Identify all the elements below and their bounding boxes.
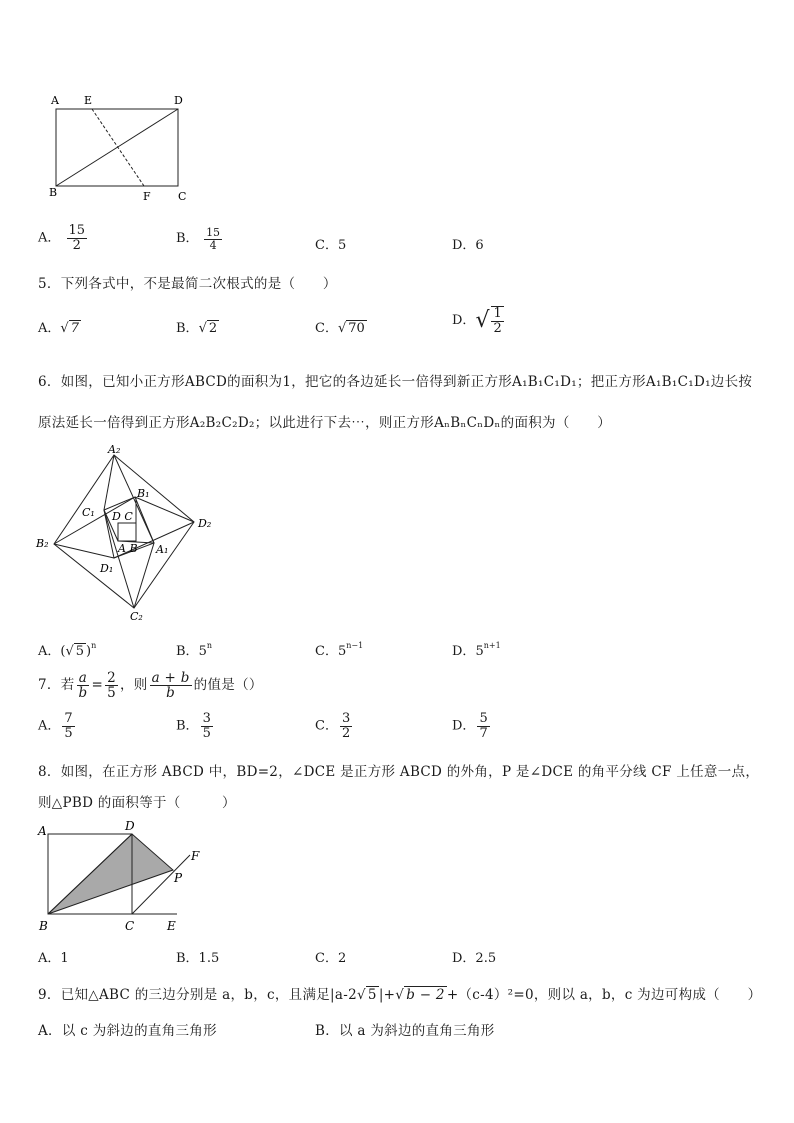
label-AB: A B: [118, 542, 138, 555]
q6-line2: 原法延长一倍得到正方形A₂B₂C₂D₂；以此进行下去⋯，则正方形AₙBₙCₙDₙ的面积为（ ）: [38, 415, 612, 431]
q8-option-b: B．1.5: [176, 951, 220, 966]
q7-option-d: D． $\frac{5}{7}$: [452, 711, 488, 741]
label-F: F: [191, 849, 200, 863]
q4-option-b: B． $\frac{15}{4}$: [176, 226, 221, 252]
q8-option-a: A．1: [38, 951, 69, 966]
q6-option-c: C．$5^{n-1}$: [315, 641, 364, 659]
label-C2: C₂: [130, 610, 143, 623]
label-D: D: [174, 94, 183, 107]
square-pbd-figure: [35, 818, 215, 938]
label-DC: D C: [112, 510, 133, 523]
q8-line2: 则△PBD 的面积等于（ ）: [38, 795, 236, 811]
label-D: D: [125, 819, 135, 833]
q6-line1: 6．如图，已知小正方形ABCD的面积为1，把它的各边延长一倍得到新正方形A₁B₁C₁D₁；把正方形A₁B₁C₁D₁边长按: [38, 374, 753, 390]
q6-option-b: B．5$^n$: [176, 641, 212, 659]
label-E: E: [84, 94, 93, 107]
q5-option-b: B．√ 2: [176, 321, 218, 336]
rectangle-figure: [40, 90, 200, 210]
q5-option-a: A．√ 7: [38, 321, 79, 336]
fraction: $\frac{a + b}{b}$: [151, 670, 190, 702]
fraction: $\frac{15}{2}$: [68, 223, 86, 253]
q5-option-c: C．√ 70: [315, 321, 365, 336]
label-B: B: [39, 919, 48, 933]
fraction: $\frac{15}{4}$: [206, 226, 221, 252]
label-E: E: [167, 919, 176, 933]
label-C: C: [178, 190, 187, 203]
q7-option-c: C． $\frac{3}{2}$: [315, 711, 351, 741]
q4-option-d: D．6: [452, 238, 484, 253]
q7-option-b: B． $\frac{3}{5}$: [176, 711, 211, 741]
label-P: P: [174, 871, 183, 885]
q9-option-b: B．以 a 为斜边的直角三角形: [315, 1023, 495, 1039]
label-F: F: [143, 190, 151, 203]
nested-squares-figure: [30, 440, 230, 625]
label-A: A: [51, 94, 59, 107]
q7-text: 7．若 $\frac{a}{b}$ = $\frac{2}{5}$ ，则 $\frac{a + b}{b}$ 的值是（）: [38, 670, 263, 702]
label-A: A: [38, 824, 47, 838]
fraction: $\frac{2}{5}$: [107, 670, 116, 702]
q4-option-c: C．5: [315, 238, 347, 253]
label-A1: A₁: [156, 543, 169, 556]
label-A2: A₂: [108, 443, 121, 456]
q5-option-d: D．√ $\frac{1}{2}$: [452, 306, 502, 336]
label-D2: D₂: [198, 517, 212, 530]
label-B2: B₂: [36, 537, 49, 550]
q6-option-d: D．$5^{n+1}$: [452, 641, 501, 659]
label-B1: B₁: [137, 487, 150, 500]
q8-option-d: D．2.5: [452, 951, 497, 966]
q9-option-a: A．以 c 为斜边的直角三角形: [38, 1023, 217, 1039]
fraction: $\frac{a}{b}$: [78, 670, 88, 702]
q9-text: 9．已知△ABC 的三边分别是 a，b，c，且满足|a-2√ 5 |+√ b − 2 +（c-4）²=0，则以 a，b，c 为边可构成（ ）: [38, 987, 762, 1003]
label-C1: C₁: [82, 506, 95, 519]
q7-option-a: A． $\frac{7}{5}$: [38, 711, 73, 741]
q6-option-a: A．(√ 5 )$^n$: [38, 641, 97, 659]
label-C: C: [125, 919, 135, 933]
q5-text: 5．下列各式中，不是最简二次根式的是（ ）: [38, 276, 337, 292]
q4-option-a: A． $\frac{15}{2}$: [38, 223, 86, 253]
label-D1: D₁: [100, 562, 114, 575]
q8-line1: 8．如图，在正方形 ABCD 中，BD=2，∠DCE 是正方形 ABCD 的外角，P 是∠DCE 的角平分线 CF 上任意一点，: [38, 764, 760, 780]
label-B: B: [49, 186, 58, 199]
q8-option-c: C．2: [315, 951, 347, 966]
